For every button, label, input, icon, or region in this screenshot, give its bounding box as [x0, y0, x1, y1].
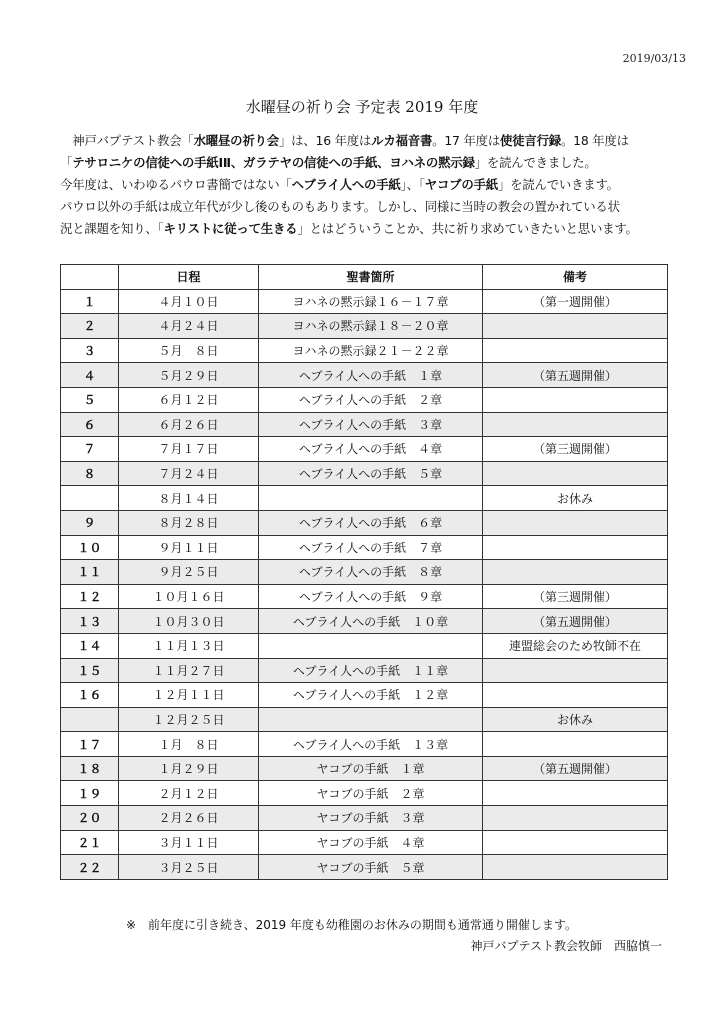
table-row — [61, 289, 668, 314]
session-note: お休み — [483, 707, 668, 732]
session-note — [483, 806, 668, 831]
session-note — [483, 338, 668, 363]
scripture-passage: ヘブライ人への手紙 １章 — [259, 363, 483, 388]
scripture-passage: ヨハネの黙示録１８－２０章 — [259, 314, 483, 339]
scripture-passage: ヘブライ人への手紙 ７章 — [259, 535, 483, 560]
session-number: ２０ — [61, 806, 119, 831]
scripture-passage: ヘブライ人への手紙 ８章 — [259, 560, 483, 585]
session-note — [483, 535, 668, 560]
session-note: （第三週開催） — [483, 437, 668, 462]
scripture-passage — [259, 707, 483, 732]
session-note — [483, 683, 668, 708]
session-date: １０月３０日 — [119, 609, 259, 634]
table-header-row — [61, 265, 668, 290]
session-number: １３ — [61, 609, 119, 634]
intro-line — [60, 196, 670, 218]
session-number: ５ — [61, 387, 119, 412]
scripture-passage: ヨハネの黙示録１６－１７章 — [259, 289, 483, 314]
session-date: ４月２４日 — [119, 314, 259, 339]
session-date: ５月 ８日 — [119, 338, 259, 363]
session-note: （第五週開催） — [483, 756, 668, 781]
table-row — [61, 781, 668, 806]
table-row — [61, 338, 668, 363]
session-date: ７月１７日 — [119, 437, 259, 462]
scripture-passage: ヨハネの黙示録２１－２２章 — [259, 338, 483, 363]
session-number: ２２ — [61, 855, 119, 880]
session-number: １５ — [61, 658, 119, 683]
table-row — [61, 314, 668, 339]
schedule-table — [60, 264, 668, 880]
intro-text: 」を読んできました。 — [474, 155, 597, 170]
session-number: １８ — [61, 756, 119, 781]
session-date: ５月２９日 — [119, 363, 259, 388]
session-number: １ — [61, 289, 119, 314]
scripture-passage: ヤコブの手紙 ３章 — [259, 806, 483, 831]
session-number: １２ — [61, 584, 119, 609]
session-date: ８月１４日 — [119, 486, 259, 511]
table-row — [61, 560, 668, 585]
header-number — [61, 265, 119, 290]
session-number — [61, 707, 119, 732]
scripture-passage: ヘブライ人への手紙 ９章 — [259, 584, 483, 609]
scripture-passage — [259, 486, 483, 511]
intro-text: パウロ以外の手紙は成立年代が少し後のものもあります。しかし、同様に当時の教会の置かれている状 — [60, 199, 620, 214]
session-date: ８月２８日 — [119, 510, 259, 535]
scripture-passage: ヘブライ人への手紙 １１章 — [259, 658, 483, 683]
intro-emphasis: テサロニケの信徒への手紙ⅠⅡ、ガラテヤの信徒への手紙、ヨハネの黙示録 — [72, 155, 475, 170]
session-date: １１月１３日 — [119, 633, 259, 658]
table-row — [61, 683, 668, 708]
session-note — [483, 510, 668, 535]
intro-text: 。18 年度は — [560, 133, 629, 148]
header-passage: 聖書箇所 — [259, 265, 483, 290]
schedule-body — [61, 289, 668, 879]
session-number: ７ — [61, 437, 119, 462]
table-row — [61, 732, 668, 757]
session-date: ２月１２日 — [119, 781, 259, 806]
session-note — [483, 387, 668, 412]
session-number: ６ — [61, 412, 119, 437]
session-note — [483, 461, 668, 486]
intro-emphasis: 使徒言行録 — [500, 133, 561, 148]
session-date: １０月１６日 — [119, 584, 259, 609]
scripture-passage: ヤコブの手紙 ２章 — [259, 781, 483, 806]
session-date: ６月２６日 — [119, 412, 259, 437]
scripture-passage: ヤコブの手紙 ４章 — [259, 830, 483, 855]
scripture-passage: ヤコブの手紙 ５章 — [259, 855, 483, 880]
session-date: １２月１１日 — [119, 683, 259, 708]
session-number — [61, 486, 119, 511]
session-date: １１月２７日 — [119, 658, 259, 683]
intro-line — [60, 152, 670, 174]
session-number: ４ — [61, 363, 119, 388]
session-note — [483, 658, 668, 683]
intro-line — [60, 174, 670, 196]
scripture-passage: ヘブライ人への手紙 ２章 — [259, 387, 483, 412]
table-row — [61, 535, 668, 560]
table-row — [61, 584, 668, 609]
session-number: ３ — [61, 338, 119, 363]
session-date: １月 ８日 — [119, 732, 259, 757]
session-number: １６ — [61, 683, 119, 708]
table-row — [61, 658, 668, 683]
scripture-passage: ヘブライ人への手紙 ３章 — [259, 412, 483, 437]
table-row — [61, 756, 668, 781]
intro-text: 。17 年度は — [432, 133, 501, 148]
intro-text: 「 — [60, 155, 73, 170]
table-row — [61, 437, 668, 462]
table-row — [61, 609, 668, 634]
session-date: ２月２６日 — [119, 806, 259, 831]
intro-emphasis: ルカ福音書 — [371, 133, 433, 148]
session-number: ９ — [61, 510, 119, 535]
session-number: ２１ — [61, 830, 119, 855]
session-note — [483, 560, 668, 585]
signature: 神戸バプテスト教会牧師 西脇慎一 — [470, 939, 662, 953]
session-number: ８ — [61, 461, 119, 486]
session-number: １７ — [61, 732, 119, 757]
table-row — [61, 707, 668, 732]
document-date: 2019/03/13 — [622, 52, 686, 65]
scripture-passage: ヘブライ人への手紙 ６章 — [259, 510, 483, 535]
session-date: ９月２５日 — [119, 560, 259, 585]
session-note: お休み — [483, 486, 668, 511]
session-note: 連盟総会のため牧師不在 — [483, 633, 668, 658]
intro-text: 神戸バプテスト教会「 — [60, 133, 194, 148]
table-row — [61, 510, 668, 535]
session-note — [483, 781, 668, 806]
table-row — [61, 486, 668, 511]
session-number: １９ — [61, 781, 119, 806]
document-title: 水曜昼の祈り会 予定表 2019 年度 — [245, 98, 479, 116]
table-row — [61, 387, 668, 412]
intro-emphasis: ヘブライ人への手紙 — [291, 177, 401, 192]
session-date: ６月１２日 — [119, 387, 259, 412]
session-number: １１ — [61, 560, 119, 585]
session-number: １０ — [61, 535, 119, 560]
scripture-passage: ヘブライ人への手紙 １３章 — [259, 732, 483, 757]
intro-text: 」は、16 年度は — [278, 133, 372, 148]
scripture-passage: ヘブライ人への手紙 ４章 — [259, 437, 483, 462]
header-date: 日程 — [119, 265, 259, 290]
intro-line — [60, 130, 670, 152]
intro-text: 」、「 — [400, 177, 425, 192]
intro-paragraph — [60, 130, 670, 240]
scripture-passage: ヘブライ人への手紙 １２章 — [259, 683, 483, 708]
session-note — [483, 830, 668, 855]
table-row — [61, 412, 668, 437]
intro-text: 今年度は、いわゆるパウロ書簡ではない「 — [60, 177, 292, 192]
intro-emphasis: ヤコブの手紙 — [424, 177, 498, 192]
footer-note: ※ 前年度に引き続き、2019 年度も幼稚園のお休みの期間も通常通り開催します。 — [126, 918, 577, 932]
session-date: ３月１１日 — [119, 830, 259, 855]
session-date: ７月２４日 — [119, 461, 259, 486]
header-note: 備考 — [483, 265, 668, 290]
table-row — [61, 855, 668, 880]
intro-text: 」とはどういうことか、共に祈り求めていきたいと思います。 — [297, 221, 638, 236]
session-date: ４月１０日 — [119, 289, 259, 314]
scripture-passage: ヘブライ人への手紙 ５章 — [259, 461, 483, 486]
session-note — [483, 855, 668, 880]
table-row — [61, 633, 668, 658]
intro-emphasis: 水曜昼の祈り会 — [193, 133, 279, 148]
session-note — [483, 412, 668, 437]
session-date: ３月２５日 — [119, 855, 259, 880]
session-note: （第五週開催） — [483, 363, 668, 388]
session-number: １４ — [61, 633, 119, 658]
table-row — [61, 806, 668, 831]
table-row — [61, 363, 668, 388]
scripture-passage: ヘブライ人への手紙 １０章 — [259, 609, 483, 634]
session-note: （第三週開催） — [483, 584, 668, 609]
session-note — [483, 732, 668, 757]
intro-text: 」を読んでいきます。 — [497, 177, 619, 192]
session-note: （第一週開催） — [483, 289, 668, 314]
scripture-passage — [259, 633, 483, 658]
intro-text: 況と課題を知り、「 — [60, 221, 164, 236]
session-note: （第五週開催） — [483, 609, 668, 634]
session-number: ２ — [61, 314, 119, 339]
session-date: ９月１１日 — [119, 535, 259, 560]
table-row — [61, 830, 668, 855]
intro-line — [60, 218, 670, 240]
session-note — [483, 314, 668, 339]
session-date: １２月２５日 — [119, 707, 259, 732]
intro-emphasis: キリストに従って生きる — [163, 221, 298, 236]
scripture-passage: ヤコブの手紙 １章 — [259, 756, 483, 781]
table-row — [61, 461, 668, 486]
session-date: １月２９日 — [119, 756, 259, 781]
